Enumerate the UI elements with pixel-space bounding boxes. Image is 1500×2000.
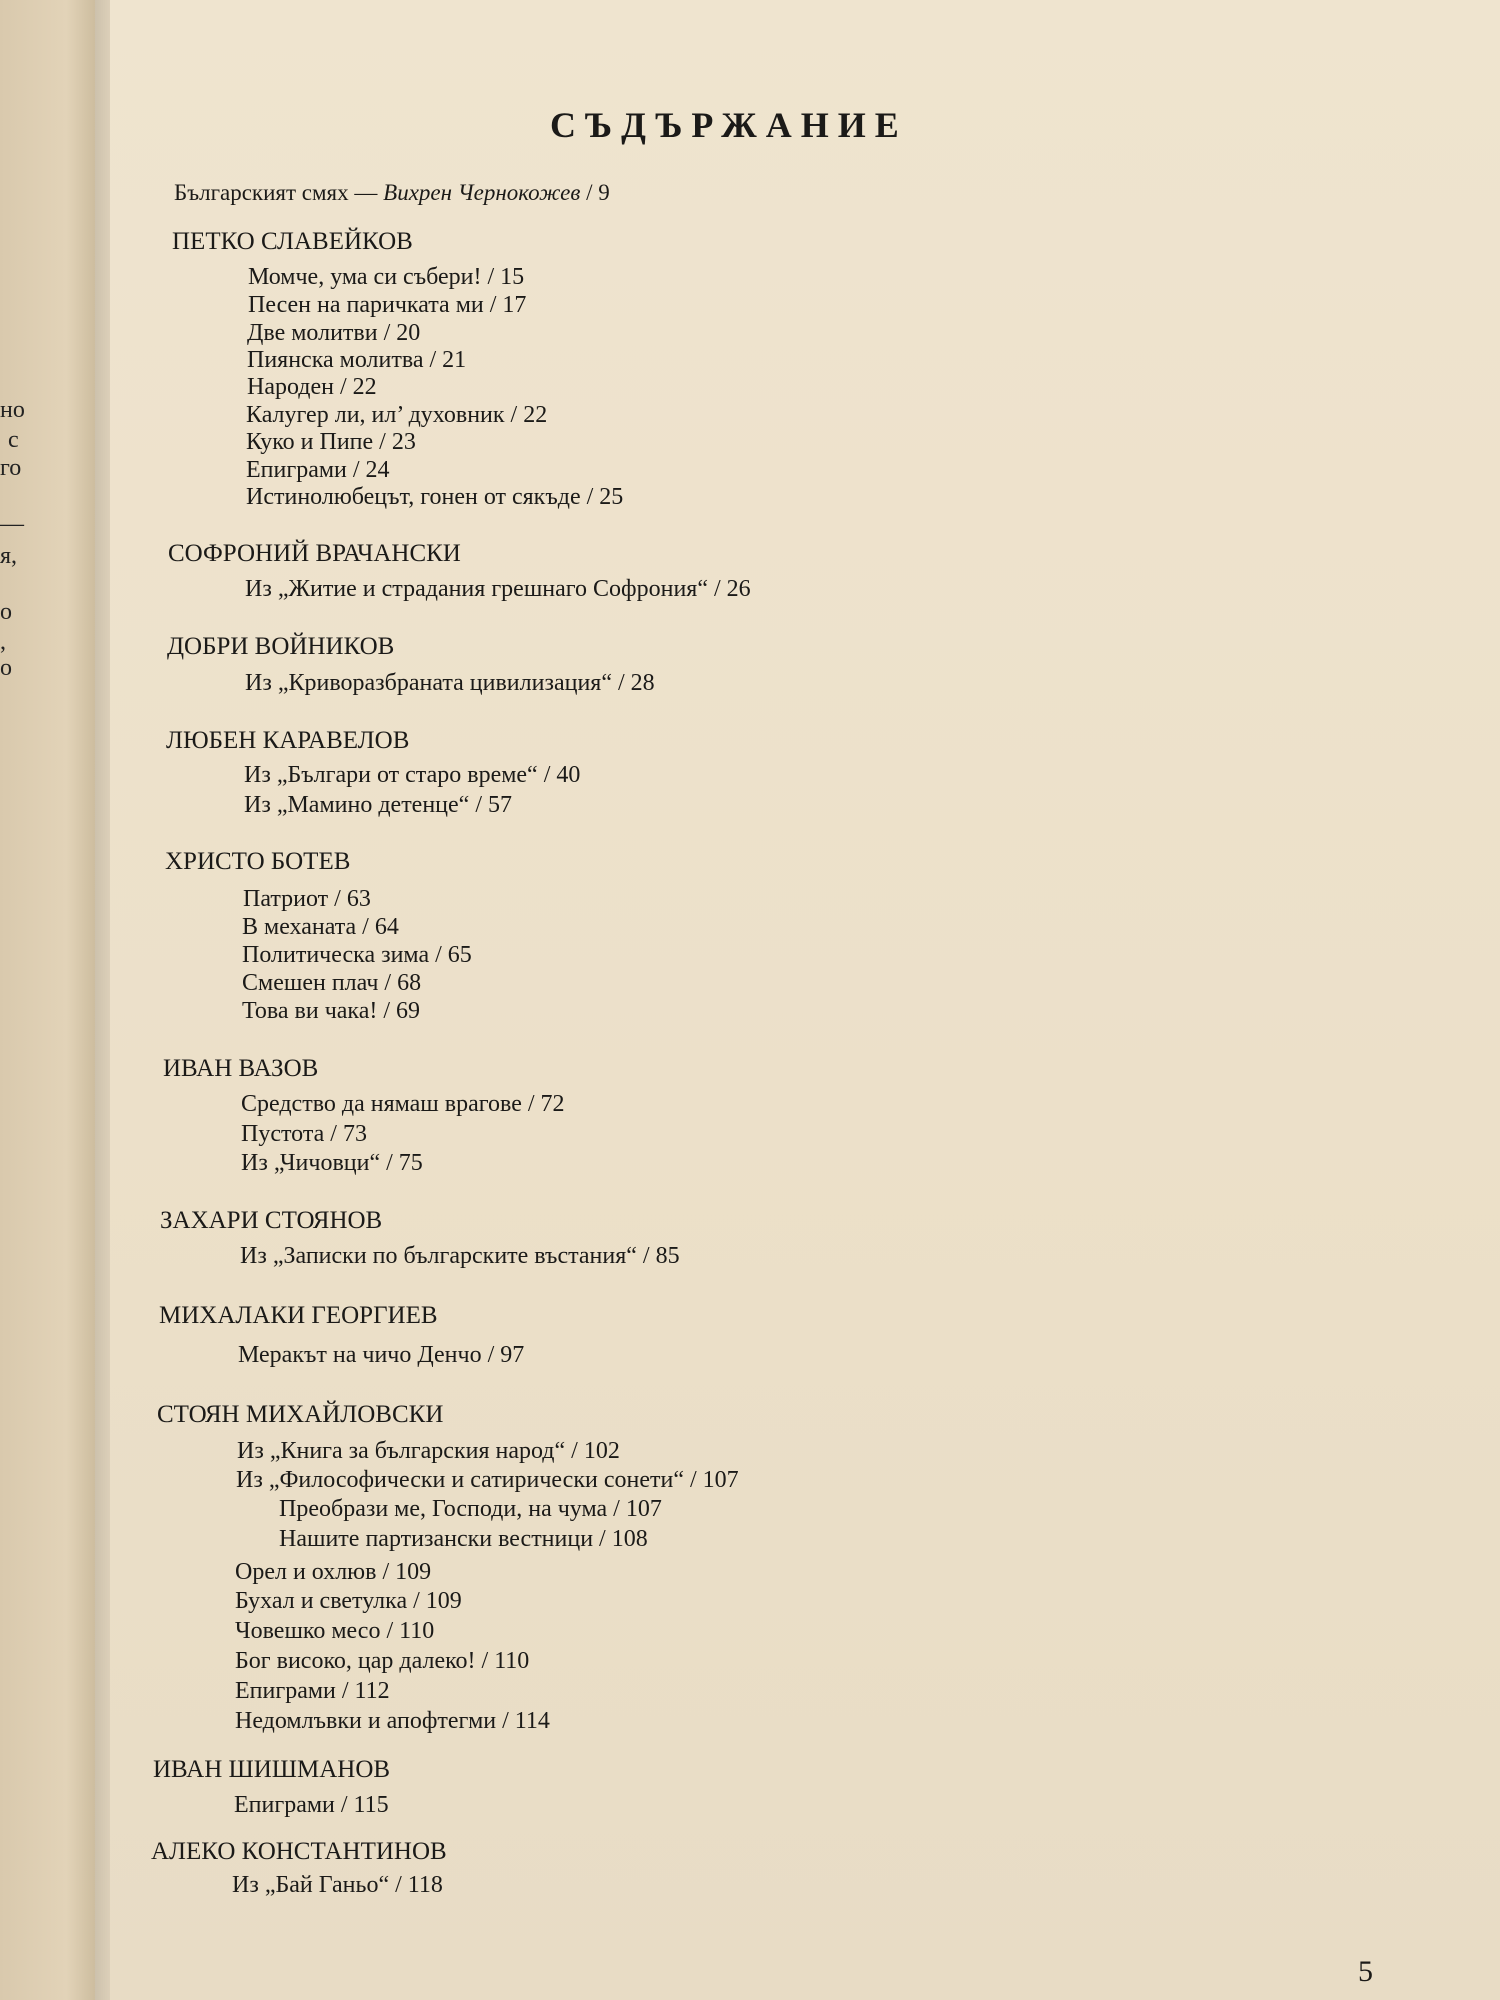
toc-entry: Епиграми / 24 xyxy=(246,457,390,483)
intro-entry xyxy=(174,180,610,206)
toc-entry: Бухал и светулка / 109 xyxy=(235,1588,462,1614)
intro-author: Вихрен Чернокожев xyxy=(383,180,581,205)
toc-entry: Истинолюбецът, гонен от сякъде / 25 xyxy=(246,484,624,510)
toc-entry: Недомлъвки и апофтегми / 114 xyxy=(235,1708,550,1734)
previous-page-edge xyxy=(0,0,95,2000)
section-author: ЗАХАРИ СТОЯНОВ xyxy=(160,1207,383,1234)
section-author: АЛЕКО КОНСТАНТИНОВ xyxy=(151,1838,447,1865)
section-author: ИВАН ВАЗОВ xyxy=(163,1055,319,1082)
gutter-fragment: я, xyxy=(0,543,18,569)
toc-entry: Из „Житие и страдания грешнаго Софрония“ / 26 xyxy=(245,576,751,602)
toc-entry: Из „Записки по българските въстания“ / 85 xyxy=(240,1243,680,1269)
page-title: СЪДЪРЖАНИЕ xyxy=(550,105,908,145)
toc-entry: Средство да нямаш врагове / 72 xyxy=(241,1091,565,1117)
intro-text: Българският смях — xyxy=(174,180,384,205)
section-author: СТОЯН МИХАЙЛОВСКИ xyxy=(157,1401,444,1428)
toc-entry: Песен на паричката ми / 17 xyxy=(248,292,527,318)
toc-entry: Из „Криворазбраната цивилизация“ / 28 xyxy=(245,670,655,696)
gutter-fragment: — xyxy=(0,511,24,537)
toc-subentry: Нашите партизански вестници / 108 xyxy=(279,1526,648,1552)
toc-entry: Две молитви / 20 xyxy=(247,320,421,346)
toc-entry: Момче, ума си събери! / 15 xyxy=(248,264,525,290)
toc-entry: Меракът на чичо Денчо / 97 xyxy=(238,1342,525,1368)
gutter-fragment: го xyxy=(0,455,22,481)
toc-entry: Патриот / 63 xyxy=(243,886,371,912)
toc-entry: В механата / 64 xyxy=(242,914,399,940)
toc-entry: Орел и охлюв / 109 xyxy=(235,1559,432,1585)
toc-entry: Човешко месо / 110 xyxy=(235,1618,435,1644)
toc-entry: Това ви чака! / 69 xyxy=(242,998,421,1024)
toc-entry: Смешен плач / 68 xyxy=(242,970,422,996)
toc-entry: Куко и Пипе / 23 xyxy=(246,429,416,455)
toc-subentry: Преобрази ме, Господи, на чума / 107 xyxy=(279,1496,662,1522)
section-author: ПЕТКО СЛАВЕЙКОВ xyxy=(172,228,413,255)
section-author: ДОБРИ ВОЙНИКОВ xyxy=(167,633,395,660)
section-author: МИХАЛАКИ ГЕОРГИЕВ xyxy=(159,1302,438,1329)
gutter-fragment: о xyxy=(0,655,12,681)
toc-entry: Епиграми / 112 xyxy=(235,1678,390,1704)
toc-entry: Из „Чичовци“ / 75 xyxy=(241,1150,423,1176)
toc-entry: Епиграми / 115 xyxy=(234,1792,389,1818)
section-author: СОФРОНИЙ ВРАЧАНСКИ xyxy=(168,540,461,567)
toc-entry: Пустота / 73 xyxy=(241,1121,367,1147)
toc-entry: Из „Мамино детенце“ / 57 xyxy=(244,792,512,818)
intro-page: / 9 xyxy=(580,180,610,205)
toc-entry: Народен / 22 xyxy=(247,374,377,400)
toc-entry: Из „Книга за българския народ“ / 102 xyxy=(237,1438,620,1464)
toc-entry: Бог високо, цар далеко! / 110 xyxy=(235,1648,530,1674)
gutter-fragment: , xyxy=(0,629,6,655)
toc-entry: Калугер ли, ил’ духовник / 22 xyxy=(246,402,548,428)
toc-entry: Из „Философически и сатирически сонети“ / 107 xyxy=(236,1467,739,1493)
section-author: ИВАН ШИШМАНОВ xyxy=(153,1756,391,1783)
section-author: ЛЮБЕН КАРАВЕЛОВ xyxy=(166,727,410,754)
page-number: 5 xyxy=(1358,1955,1373,1988)
toc-entry: Из „Българи от старо време“ / 40 xyxy=(244,762,581,788)
toc-entry: Политическа зима / 65 xyxy=(242,942,472,968)
section-author: ХРИСТО БОТЕВ xyxy=(165,848,351,875)
toc-entry: Из „Бай Ганьо“ / 118 xyxy=(232,1872,443,1898)
toc-entry: Пиянска молитва / 21 xyxy=(247,347,467,373)
gutter-fragment: о xyxy=(0,599,12,625)
gutter-fragment: с xyxy=(8,427,19,453)
gutter-fragment: но xyxy=(0,397,25,423)
